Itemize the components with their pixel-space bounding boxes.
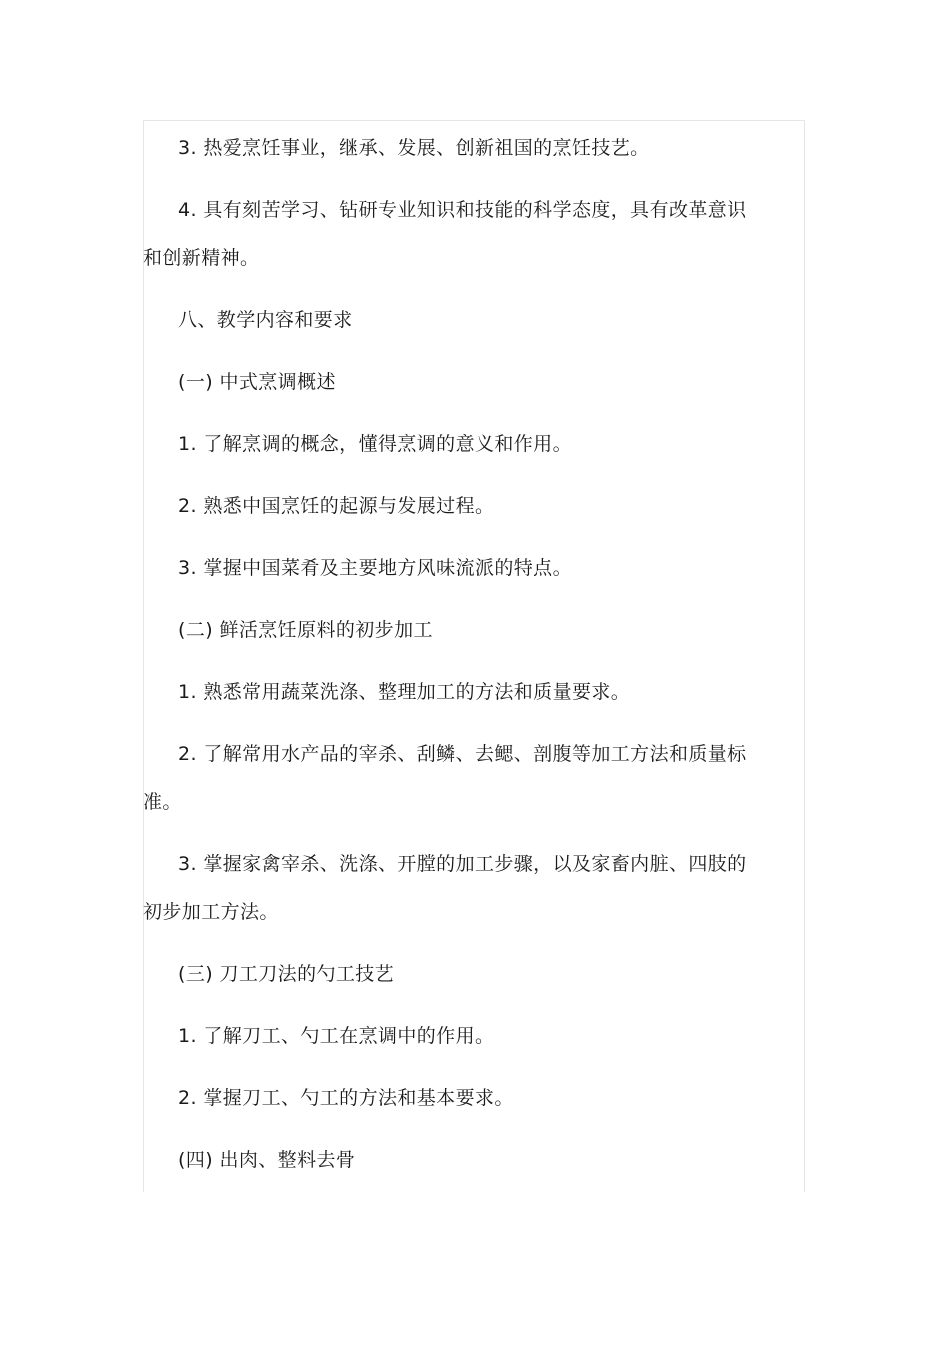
paragraph-9: 1. 了解刀工、勺工在烹调中的作用。	[178, 1025, 495, 1047]
subsection-heading-2: (二) 鲜活烹饪原料的初步加工	[178, 619, 433, 641]
paragraph-2: 4. 具有刻苦学习、钻研专业知识和技能的科学态度，具有改革意识和创新精神。	[143, 199, 747, 269]
subsection-heading-4: (四) 出肉、整料去骨	[178, 1149, 356, 1171]
paragraph-8: 3. 掌握家禽宰杀、洗涤、开膛的加工步骤，以及家畜内脏、四肢的初步加工方法。	[143, 853, 747, 923]
paragraph-10: 2. 掌握刀工、勺工的方法和基本要求。	[178, 1087, 514, 1109]
paragraph-3: 1. 了解烹调的概念，懂得烹调的意义和作用。	[178, 433, 572, 455]
subsection-heading-1: (一) 中式烹调概述	[178, 371, 336, 393]
section-heading-8: 八、教学内容和要求	[178, 309, 353, 331]
paragraph-1: 3. 热爱烹饪事业，继承、发展、创新祖国的烹饪技艺。	[178, 137, 650, 159]
paragraph-4: 2. 熟悉中国烹饪的起源与发展过程。	[178, 495, 495, 517]
paragraph-7: 2. 了解常用水产品的宰杀、刮鳞、去鳃、剖腹等加工方法和质量标准。	[143, 743, 747, 813]
paragraph-6: 1. 熟悉常用蔬菜洗涤、整理加工的方法和质量要求。	[178, 681, 631, 703]
document-body	[143, 124, 765, 1198]
subsection-heading-3: (三) 刀工刀法的勺工技艺	[178, 963, 395, 985]
paragraph-5: 3. 掌握中国菜肴及主要地方风味流派的特点。	[178, 557, 572, 579]
